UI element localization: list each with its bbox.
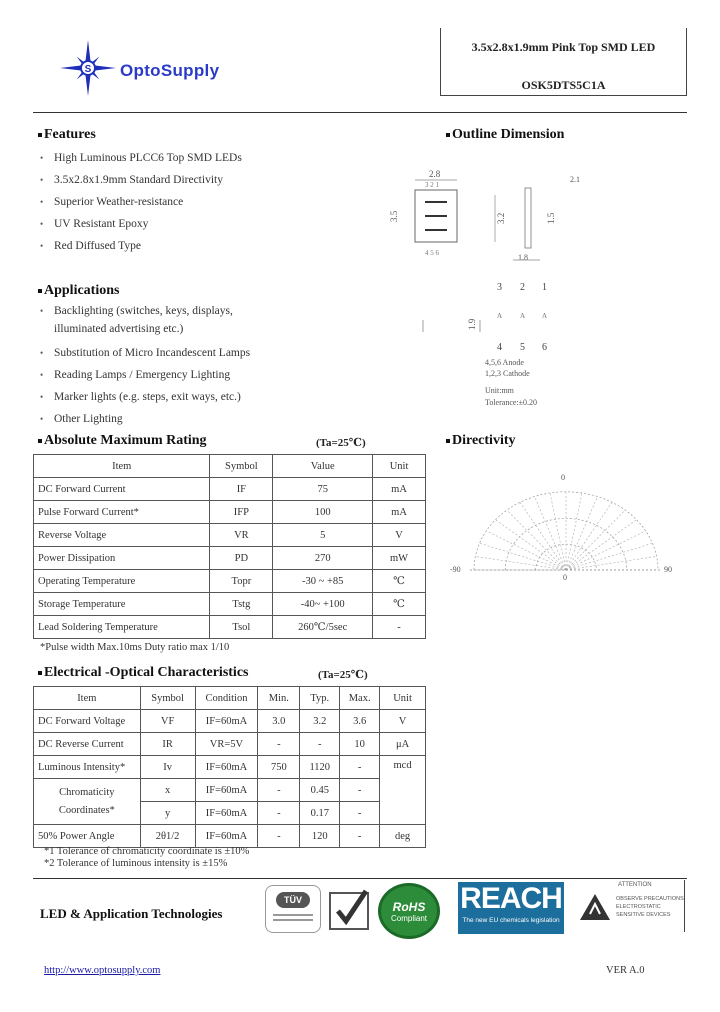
- table-header: Value: [273, 455, 373, 478]
- note-tolerance: Tolerance:±0.20: [485, 398, 538, 407]
- table-cell: DC Reverse Current: [34, 733, 141, 756]
- tuv-badge: [265, 885, 321, 933]
- table-row: [34, 779, 426, 802]
- table-cell: -: [258, 802, 300, 825]
- table-row: [34, 710, 426, 733]
- table-header: Item: [34, 687, 141, 710]
- grid-spoke: [480, 543, 566, 570]
- table-cell: 750: [258, 756, 300, 779]
- table-cell: 75: [273, 478, 373, 501]
- pin-top-3: 3: [497, 282, 502, 293]
- list-item: • High Luminous PLCC6 Top SMD LEDs: [36, 147, 416, 169]
- features-heading: Features: [38, 127, 96, 143]
- amr-note: *Pulse width Max.10ms Duty ratio max 1/10: [40, 642, 230, 653]
- reach-badge: [458, 882, 564, 934]
- esd-title: ATTENTION: [618, 882, 652, 888]
- table-cell: -: [258, 779, 300, 802]
- grid-arc: [474, 492, 658, 570]
- table-row: [34, 501, 426, 524]
- product-title: 3.5x2.8x1.9mm Pink Top SMD LED: [471, 40, 656, 54]
- table-cell: 0.45: [300, 779, 340, 802]
- table-cell: 100: [273, 501, 373, 524]
- table-cell: -: [340, 802, 380, 825]
- rohs-label: RoHS: [392, 900, 426, 914]
- angle-label-left: -90: [450, 565, 461, 574]
- grid-spoke: [550, 493, 566, 570]
- outline-heading: Outline Dimension: [446, 127, 564, 143]
- table-cell: -: [300, 733, 340, 756]
- table-cell: mcd: [380, 756, 426, 825]
- table-row: [34, 547, 426, 570]
- table-row: [34, 524, 426, 547]
- dim-overall-height: 1.9: [467, 318, 477, 330]
- website-link[interactable]: http://www.optosupply.com: [44, 965, 161, 976]
- table-cell: ℃: [373, 593, 426, 616]
- note-anode: 4,5,6 Anode: [485, 358, 524, 367]
- table-cell: IF=60mA: [195, 825, 258, 848]
- table-cell: 3.6: [340, 710, 380, 733]
- rohs-badge: [378, 883, 440, 939]
- reach-label: REACH: [460, 882, 562, 915]
- table-cell: mA: [373, 501, 426, 524]
- table-cell: DC Forward Current: [34, 478, 210, 501]
- table-cell: -: [340, 779, 380, 802]
- company-name: LED & Application Technologies: [40, 906, 223, 921]
- table-cell: Lead Soldering Temperature: [34, 616, 210, 639]
- table-row: [34, 825, 426, 848]
- table-cell: Pulse Forward Current*: [34, 501, 210, 524]
- part-number: OSK5DTS5C1A: [521, 78, 606, 92]
- table-cell: IR: [140, 733, 195, 756]
- table-cell: IF=60mA: [195, 710, 258, 733]
- list-item: • Marker lights (e.g. steps, exit ways, etc.): [36, 386, 286, 408]
- pin-top-2: 2: [520, 282, 525, 293]
- directivity-heading: Directivity: [446, 433, 516, 449]
- table-row: [34, 616, 426, 639]
- table-cell: 50% Power Angle: [34, 825, 141, 848]
- reach-sub: The new EU chemicals legislation: [462, 917, 560, 924]
- table-cell: -: [373, 616, 426, 639]
- table-header: Typ.: [300, 687, 340, 710]
- table-cell: 120: [300, 825, 340, 848]
- grid-spoke: [535, 497, 566, 570]
- table-header: Condition: [195, 687, 258, 710]
- grid-spoke: [566, 556, 657, 570]
- grid-spoke: [496, 520, 566, 570]
- table-cell: 2θ1/2: [140, 825, 195, 848]
- footer-divider: [33, 878, 687, 879]
- eo-condition: (Ta=25℃): [318, 669, 368, 681]
- table-cell: Storage Temperature: [34, 593, 210, 616]
- esd-line-1: OBSERVE PRECAUTIONS: [616, 896, 684, 902]
- table-cell: mA: [373, 478, 426, 501]
- table-cell: -: [258, 733, 300, 756]
- list-item: • Reading Lamps / Emergency Lighting: [36, 364, 286, 386]
- tuv-icon: TÜV: [276, 892, 310, 908]
- grid-spoke: [507, 510, 566, 570]
- list-item: • Other Lighting: [36, 408, 286, 430]
- table-row: [34, 593, 426, 616]
- table-cell: Iv: [140, 756, 195, 779]
- eo-heading: Electrical -Optical Characteristics: [38, 665, 248, 681]
- table-cell: IF=60mA: [195, 779, 258, 802]
- angle-label-bottom: 0: [563, 573, 567, 582]
- table-cell: VR=5V: [195, 733, 258, 756]
- footer-right-rule: [684, 880, 685, 932]
- eo-table: [33, 686, 426, 848]
- table-cell: V: [380, 710, 426, 733]
- amr-heading: Absolute Maximum Rating: [38, 433, 207, 449]
- table-cell: 5: [273, 524, 373, 547]
- table-cell: 260℃/5sec: [273, 616, 373, 639]
- eo-note-1: *1 Tolerance of chromaticity coordinate is ±10%: [44, 846, 250, 857]
- table-row: [34, 733, 426, 756]
- table-header: Item: [34, 455, 210, 478]
- table-row: [34, 756, 426, 779]
- table-cell: IF=60mA: [195, 802, 258, 825]
- applications-list: [36, 302, 286, 430]
- table-cell: 0.17: [300, 802, 340, 825]
- grid-spoke: [566, 502, 612, 570]
- table-cell: deg: [380, 825, 426, 848]
- table-cell: 10: [340, 733, 380, 756]
- version: VER A.0: [606, 965, 645, 976]
- note-cathode: 1,2,3 Cathode: [485, 369, 530, 378]
- table-cell: PD: [210, 547, 273, 570]
- dim-width: 2.8: [429, 169, 441, 179]
- svg-text:S: S: [84, 64, 92, 75]
- table-cell: y: [140, 802, 195, 825]
- directivity-chart: [448, 470, 684, 590]
- table-cell: IF: [210, 478, 273, 501]
- grid-spoke: [566, 543, 652, 570]
- table-header: Symbol: [210, 455, 273, 478]
- list-item: • Backlighting (switches, keys, displays, illuminated advertising etc.): [36, 302, 286, 338]
- table-cell: -40~ +100: [273, 593, 373, 616]
- dim-height: 3.5: [389, 210, 399, 222]
- dim-thickness: 2.1: [570, 175, 580, 184]
- table-cell: 3.2: [300, 710, 340, 733]
- pin-top-1: 1: [542, 282, 547, 293]
- table-cell: mW: [373, 547, 426, 570]
- pin-row-top-small: 3 2 1: [425, 181, 439, 189]
- amr-table: [33, 454, 426, 639]
- table-cell: IF=60mA: [195, 756, 258, 779]
- esd-line-3: SENSITIVE DEVICES: [616, 912, 671, 918]
- table-cell: -: [340, 756, 380, 779]
- grid-spoke: [520, 502, 566, 570]
- table-cell: -: [340, 825, 380, 848]
- table-cell: -30 ~ +85: [273, 570, 373, 593]
- grid-spoke: [475, 556, 566, 570]
- list-item: • UV Resistant Epoxy: [36, 213, 416, 235]
- esd-badge: [578, 880, 688, 928]
- dim-length: 1.8: [518, 253, 528, 262]
- dim-lead: 1.5: [546, 212, 556, 224]
- table-cell: μA: [380, 733, 426, 756]
- warning-triangle-icon: [578, 892, 612, 922]
- pin-letter: A: [497, 312, 503, 320]
- table-header: Unit: [380, 687, 426, 710]
- table-cell: Operating Temperature: [34, 570, 210, 593]
- pin-letter: A: [542, 312, 548, 320]
- table-cell: Power Dissipation: [34, 547, 210, 570]
- grid-spoke: [566, 493, 582, 570]
- table-header: Unit: [373, 455, 426, 478]
- table-cell: Tsol: [210, 616, 273, 639]
- table-cell: -: [258, 825, 300, 848]
- table-cell: 3.0: [258, 710, 300, 733]
- brand-name: OptoSupply: [120, 61, 220, 80]
- table-header: Symbol: [140, 687, 195, 710]
- table-row: [34, 478, 426, 501]
- table-cell: x: [140, 779, 195, 802]
- eo-note-2: *2 Tolerance of luminous intensity is ±15%: [44, 858, 228, 869]
- applications-heading: Applications: [38, 283, 119, 299]
- pin-bottom-4: 4: [497, 342, 502, 353]
- table-cell: 270: [273, 547, 373, 570]
- table-header: Max.: [340, 687, 380, 710]
- table-cell: V: [373, 524, 426, 547]
- table-cell: Reverse Voltage: [34, 524, 210, 547]
- header-divider: [33, 112, 687, 113]
- list-item: • Superior Weather-resistance: [36, 191, 416, 213]
- list-item: • 3.5x2.8x1.9mm Standard Directivity: [36, 169, 416, 191]
- table-header: Min.: [258, 687, 300, 710]
- note-unit: Unit:mm: [485, 386, 514, 395]
- table-cell: IFP: [210, 501, 273, 524]
- logo: [58, 38, 118, 98]
- pin-bottom-6: 6: [542, 342, 547, 353]
- check-badge-icon: [328, 885, 372, 933]
- table-cell: VF: [140, 710, 195, 733]
- amr-condition: (Ta=25℃): [316, 437, 366, 449]
- table-cell: VR: [210, 524, 273, 547]
- grid-spoke: [566, 497, 597, 570]
- list-item: • Red Diffused Type: [36, 235, 416, 257]
- table-cell: Tstg: [210, 593, 273, 616]
- pin-bottom-5: 5: [520, 342, 525, 353]
- rohs-sub: Compliant: [390, 914, 427, 923]
- table-cell: ℃: [373, 570, 426, 593]
- list-item: • Substitution of Micro Incandescent Lamps: [36, 342, 286, 364]
- pin-letter: A: [520, 312, 526, 320]
- esd-line-2: ELECTROSTATIC: [616, 904, 661, 910]
- table-cell: Chromaticity Coordinates*: [34, 779, 141, 825]
- table-cell: Luminous Intensity*: [34, 756, 141, 779]
- table-cell: 1120: [300, 756, 340, 779]
- table-cell: Topr: [210, 570, 273, 593]
- angle-label-top: 0: [561, 473, 565, 482]
- dim-side: 3.2: [496, 212, 506, 224]
- features-list: [36, 147, 416, 257]
- star-logo-icon: [58, 38, 118, 98]
- pin-row-bottom-small: 4 5 6: [425, 249, 439, 257]
- table-cell: DC Forward Voltage: [34, 710, 141, 733]
- table-row: [34, 570, 426, 593]
- outline-drawing: [385, 160, 595, 410]
- angle-label-right: 90: [664, 565, 672, 574]
